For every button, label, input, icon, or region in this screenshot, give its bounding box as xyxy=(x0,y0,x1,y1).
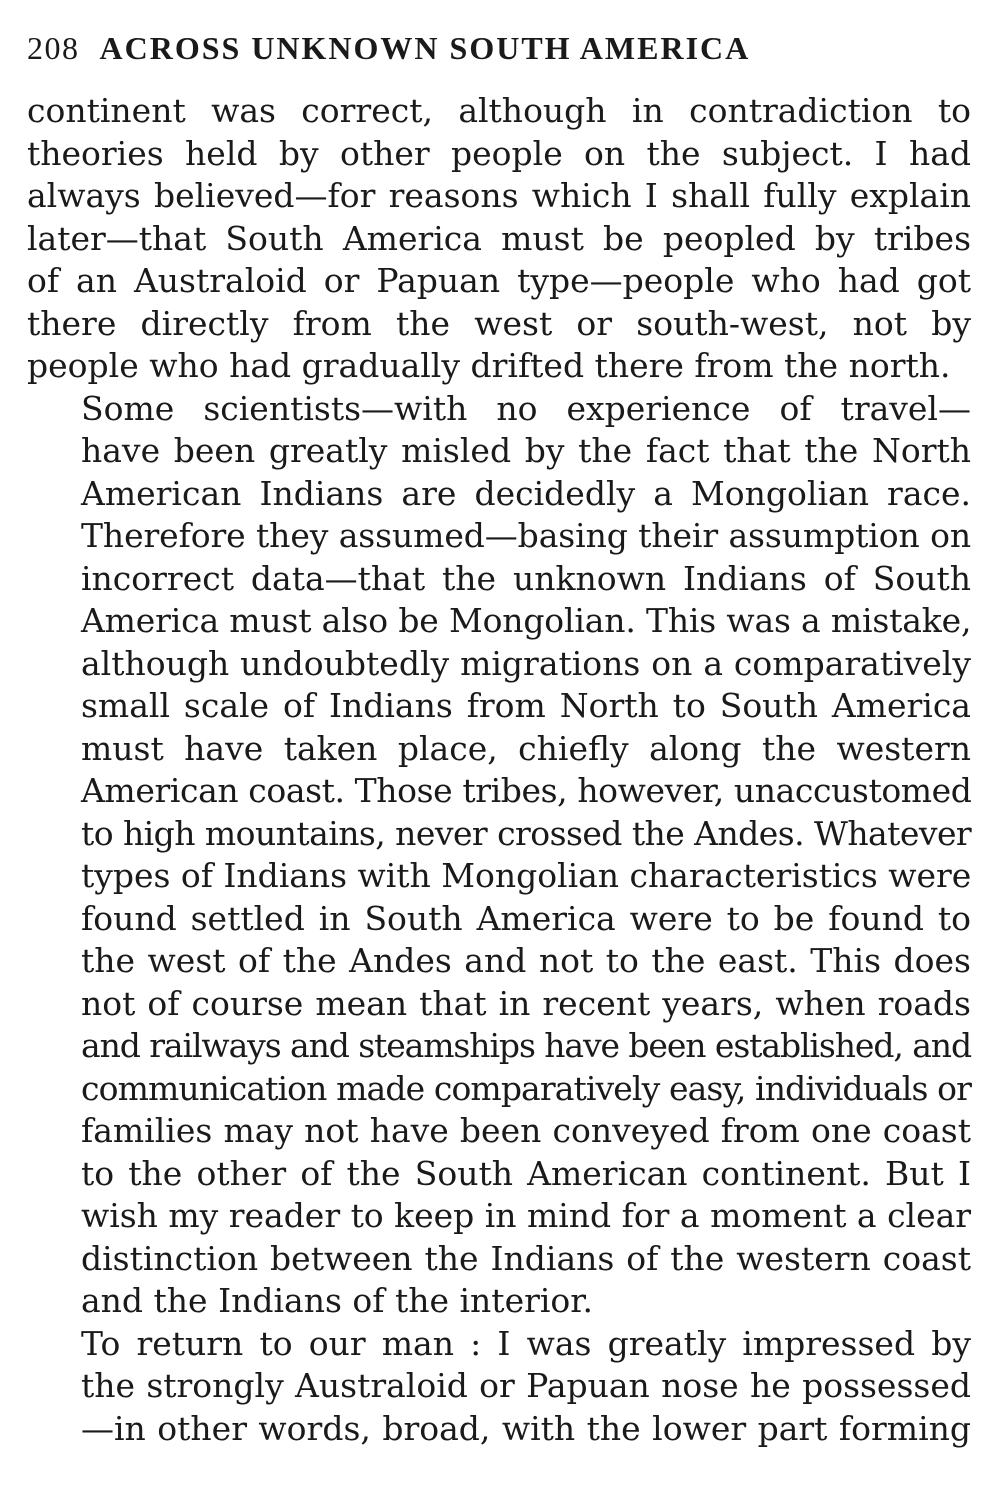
text-line: not of course mean that in recent years, when roads xyxy=(81,983,971,1023)
text-line: of an Australoid or Papuan type—people who had got xyxy=(27,261,971,300)
paragraph-3 xyxy=(27,1323,971,1451)
page-number: 208 xyxy=(27,30,80,66)
running-title: ACROSS UNKNOWN SOUTH AMERICA xyxy=(99,30,751,66)
text-line: American Indians are decidedly a Mongolian race. xyxy=(81,473,971,513)
text-line: To return to our man : I was greatly impressed by xyxy=(81,1323,971,1363)
text-line: distinction between the Indians of the western coast xyxy=(81,1238,971,1278)
running-head xyxy=(27,26,971,70)
text-line: theories held by other people on the subject. I had xyxy=(27,133,971,173)
text-line: have been greatly misled by the fact that the North xyxy=(81,431,971,470)
text-line: wish my reader to keep in mind for a moment a clear xyxy=(81,1196,971,1235)
text-line: always believed—for reasons which I shall fully explain xyxy=(27,176,971,215)
text-line: communication made comparatively easy, individuals or xyxy=(81,1068,971,1108)
paragraph-2 xyxy=(27,388,971,1323)
text-line: must have taken place, chiefly along the western xyxy=(81,728,971,768)
text-line: —in other words, broad, with the lower part forming xyxy=(81,1408,971,1448)
text-line: incorrect data—that the unknown Indians of South xyxy=(81,558,971,598)
text-line: found settled in South America were to be found to xyxy=(81,898,971,938)
text-line: and the Indians of the interior. xyxy=(81,1281,593,1320)
text-line: there directly from the west or south-west, not by xyxy=(27,303,971,343)
text-line: although undoubtedly migrations on a comparatively xyxy=(81,643,971,683)
paragraph-1 xyxy=(27,90,971,388)
book-page xyxy=(27,26,971,1450)
text-line: Some scientists—with no experience of travel— xyxy=(81,388,971,428)
text-line: American coast. Those tribes, however, unaccustomed xyxy=(81,771,972,810)
text-line: and railways and steamships have been established, and xyxy=(81,1026,971,1065)
text-line: the west of the Andes and not to the east. This does xyxy=(81,941,971,980)
text-line: America must also be Mongolian. This was a mistake, xyxy=(81,601,972,640)
text-line: the strongly Australoid or Papuan nose he possessed xyxy=(81,1366,971,1405)
text-line: to the other of the South American continent. But I xyxy=(81,1153,971,1193)
text-line: families may not have been conveyed from one coast xyxy=(81,1111,971,1150)
text-line: small scale of Indians from North to South America xyxy=(81,686,971,725)
text-line: Therefore they assumed—basing their assumption on xyxy=(81,516,971,555)
text-line: people who had gradually drifted there from the north. xyxy=(27,346,951,385)
text-line: types of Indians with Mongolian characteristics were xyxy=(81,856,972,895)
text-line: to high mountains, never crossed the Andes. Whatever xyxy=(81,813,972,853)
text-line: later—that South America must be peopled by tribes xyxy=(27,218,971,258)
text-line: continent was correct, although in contradiction to xyxy=(27,91,971,130)
